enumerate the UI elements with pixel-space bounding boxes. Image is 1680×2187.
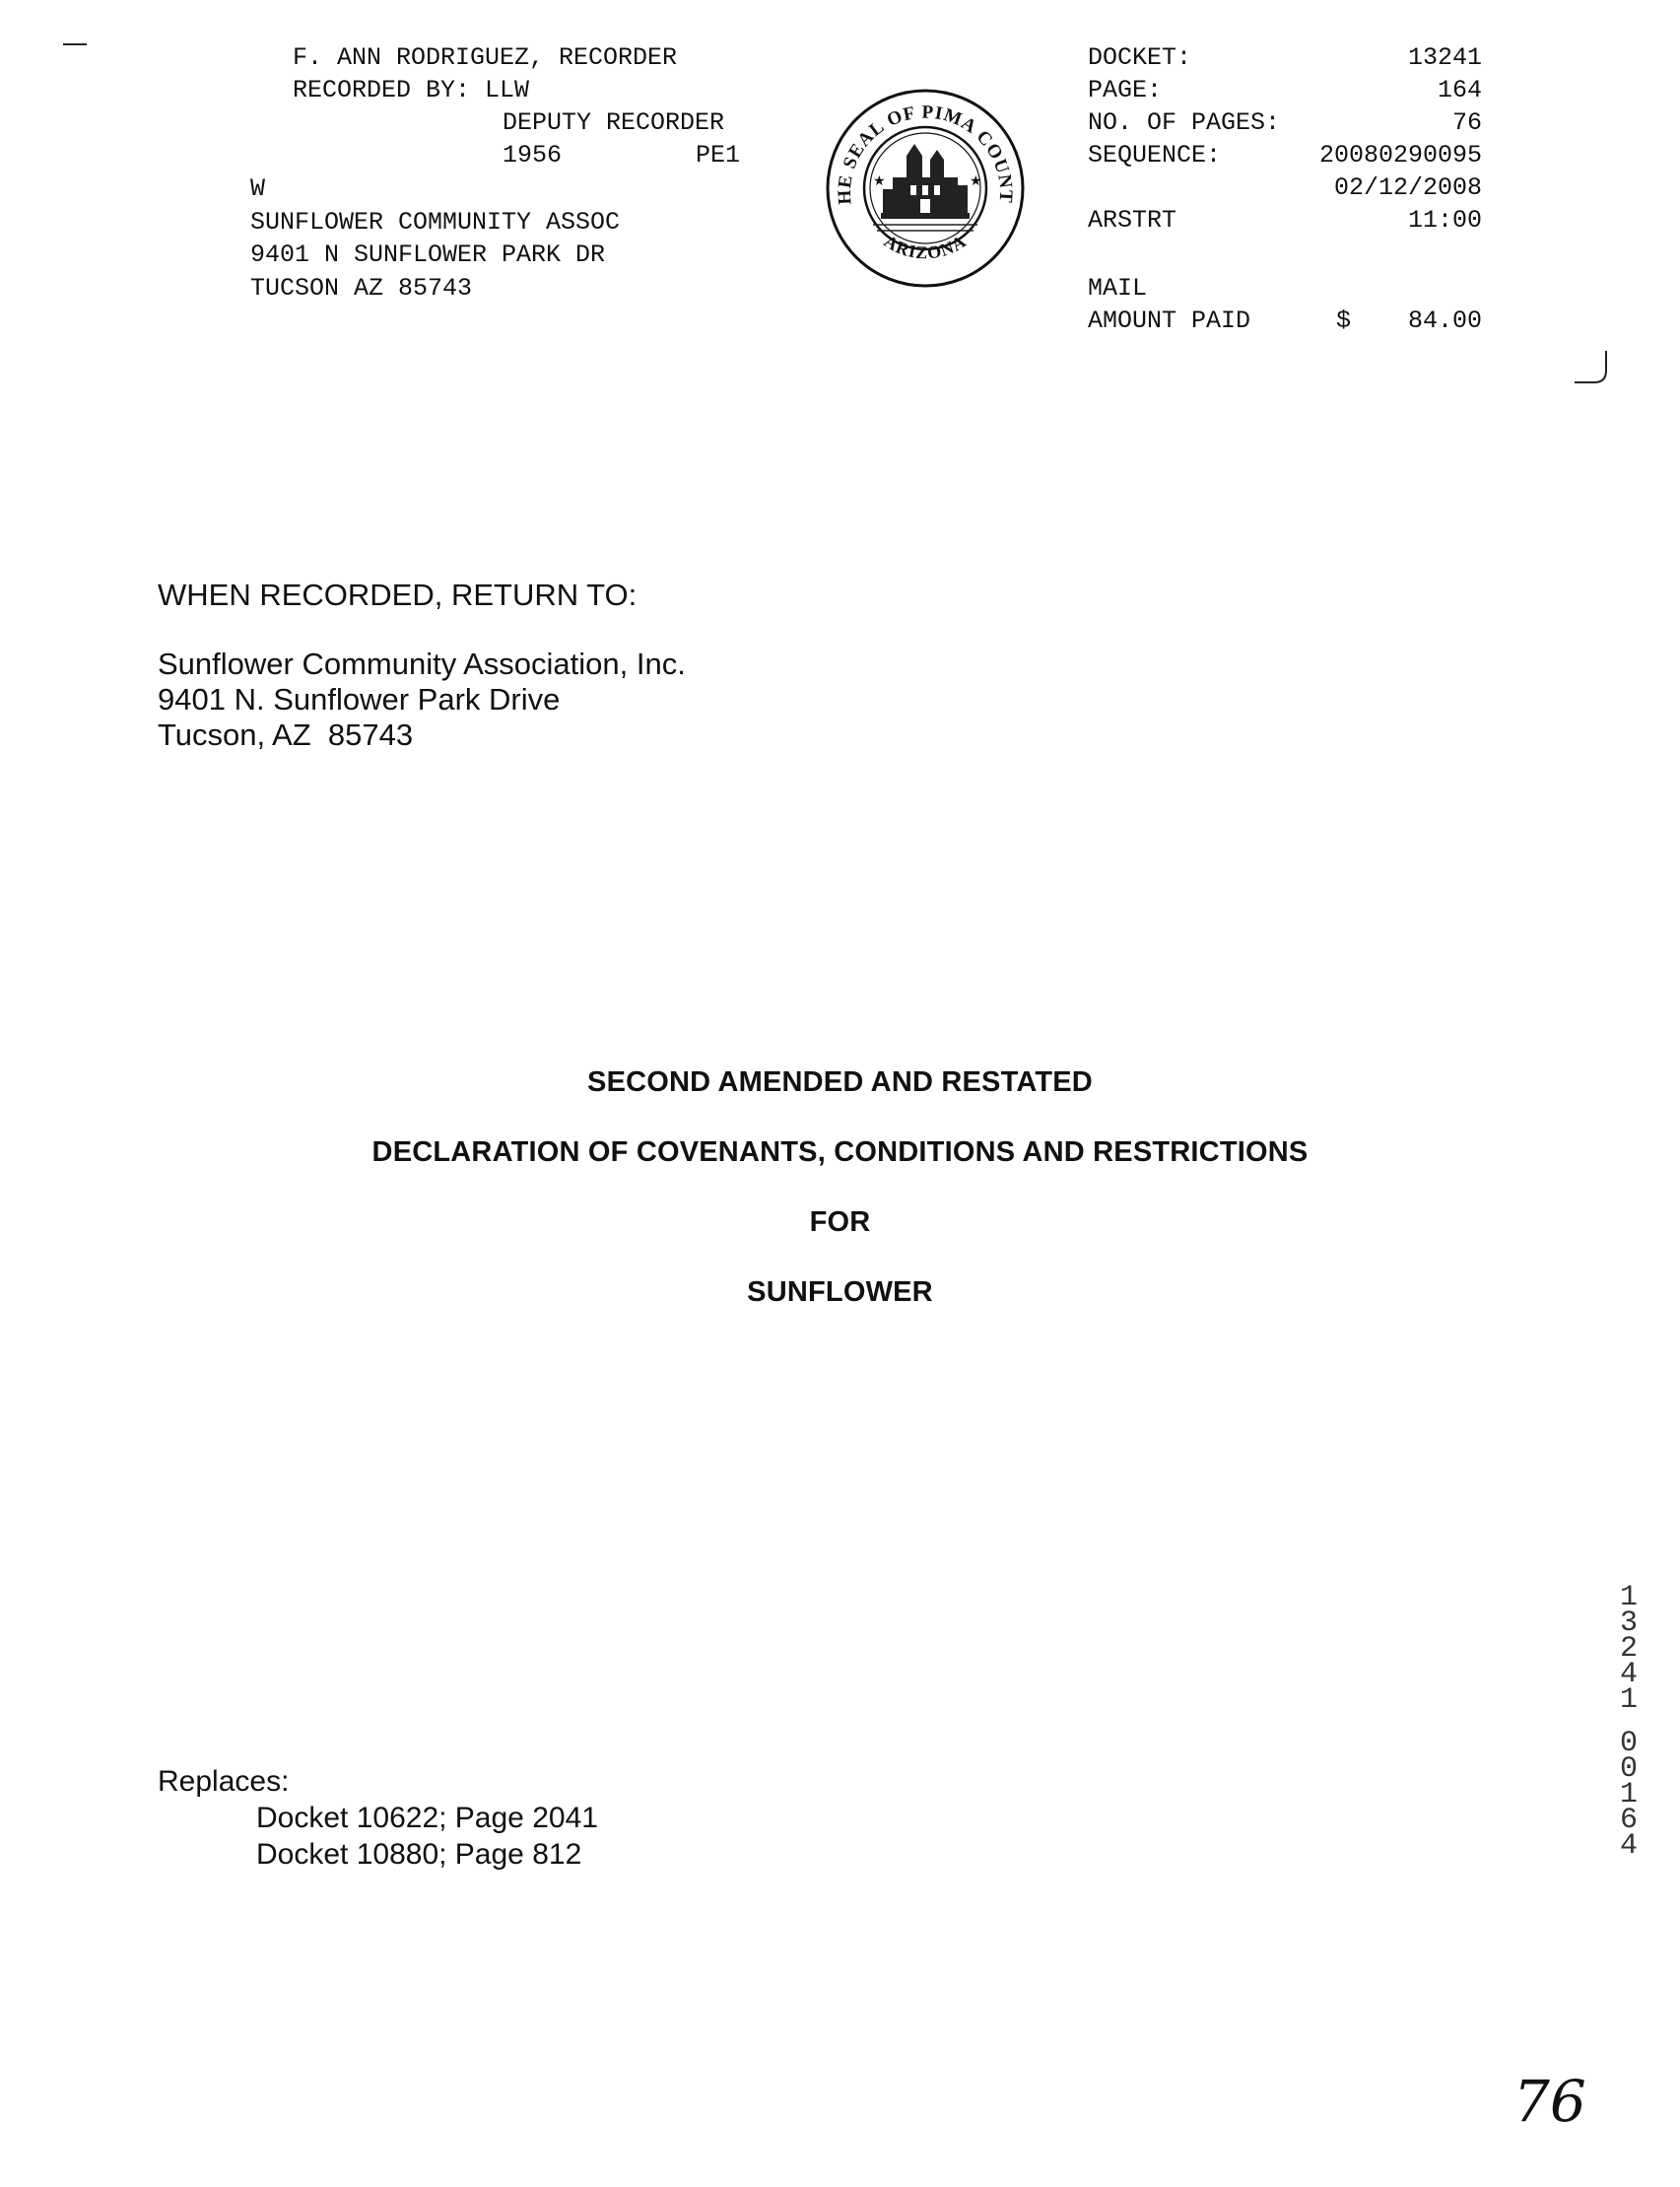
side-stamp-digit: 1 <box>1619 1683 1638 1717</box>
seal-text-top: HE SEAL OF PIMA COUNT <box>834 102 1017 206</box>
side-stamp-digit: 2 <box>1619 1632 1638 1666</box>
mail-label: MAIL <box>1088 274 1148 303</box>
sequence-value: 20080290095 <box>1318 141 1482 170</box>
svg-text:★: ★ <box>873 173 886 189</box>
pages-label: NO. OF PAGES: <box>1088 108 1281 137</box>
recorder-letter: W <box>250 174 266 203</box>
replaces-item1: Docket 10622; Page 2041 <box>256 1802 598 1834</box>
side-stamp <box>1614 1581 1644 1863</box>
arstrt-label: ARSTRT <box>1088 206 1177 235</box>
handwritten-text: 76 <box>1513 2068 1586 2135</box>
title-line2: DECLARATION OF COVENANTS, CONDITIONS AND RESTRICTIONS <box>371 1136 1309 1168</box>
title-line1: SECOND AMENDED AND RESTATED <box>587 1066 1093 1098</box>
scan-corner-mark <box>1573 347 1612 388</box>
seal-graphic <box>824 87 1027 290</box>
side-stamp-digit: 0 <box>1619 1727 1638 1760</box>
amount-value: 84.00 <box>1407 307 1482 335</box>
pages-value: 76 <box>1451 108 1482 137</box>
docket-value: 13241 <box>1407 43 1482 72</box>
page-value: 164 <box>1437 76 1482 104</box>
return-to-line2: 9401 N. Sunflower Park Drive <box>158 682 561 717</box>
return-to-line3: Tucson, AZ 85743 <box>158 718 414 752</box>
title-line3: FOR <box>809 1206 871 1238</box>
side-stamp-digit: 4 <box>1619 1829 1638 1863</box>
time-value: 11:00 <box>1407 206 1482 235</box>
addressee-line2: 9401 N SUNFLOWER PARK DR <box>250 240 606 269</box>
title-line4: SUNFLOWER <box>747 1276 933 1308</box>
docket-label: DOCKET: <box>1088 43 1192 72</box>
recorder-code-right: PE1 <box>696 141 741 170</box>
replaces-heading: Replaces: <box>158 1765 290 1798</box>
sequence-label: SEQUENCE: <box>1088 141 1222 170</box>
svg-text:ARIZONA <box>881 231 971 262</box>
side-stamp-digit: 6 <box>1619 1804 1638 1837</box>
deputy-recorder: DEPUTY RECORDER <box>503 108 725 137</box>
addressee-line3: TUCSON AZ 85743 <box>250 274 473 303</box>
side-stamp-digit: 4 <box>1619 1658 1638 1691</box>
pima-county-seal <box>824 87 1027 290</box>
handwritten-page-count <box>1508 2060 1626 2139</box>
side-stamp-digit: 1 <box>1619 1581 1638 1614</box>
scan-mark <box>63 43 87 45</box>
recorded-by: RECORDED BY: LLW <box>293 76 530 104</box>
side-stamp-digit: 0 <box>1619 1752 1638 1786</box>
recorder-code-left: 1956 <box>503 141 563 170</box>
recorder-name: F. ANN RODRIGUEZ, RECORDER <box>293 43 678 72</box>
currency-symbol: $ <box>1336 307 1352 335</box>
side-stamp-digit: 3 <box>1619 1606 1638 1640</box>
date-value: 02/12/2008 <box>1333 173 1482 202</box>
page-label: PAGE: <box>1088 76 1163 104</box>
svg-text:★: ★ <box>970 173 982 189</box>
seal-text-bottom: ARIZONA <box>880 231 971 263</box>
amount-label: AMOUNT PAID <box>1088 307 1251 335</box>
return-to-heading: WHEN RECORDED, RETURN TO: <box>158 578 638 612</box>
side-stamp-digit: 1 <box>1619 1778 1638 1811</box>
replaces-item2: Docket 10880; Page 812 <box>256 1838 582 1871</box>
return-to-line1: Sunflower Community Association, Inc. <box>158 647 686 681</box>
addressee-line1: SUNFLOWER COMMUNITY ASSOC <box>250 208 621 237</box>
